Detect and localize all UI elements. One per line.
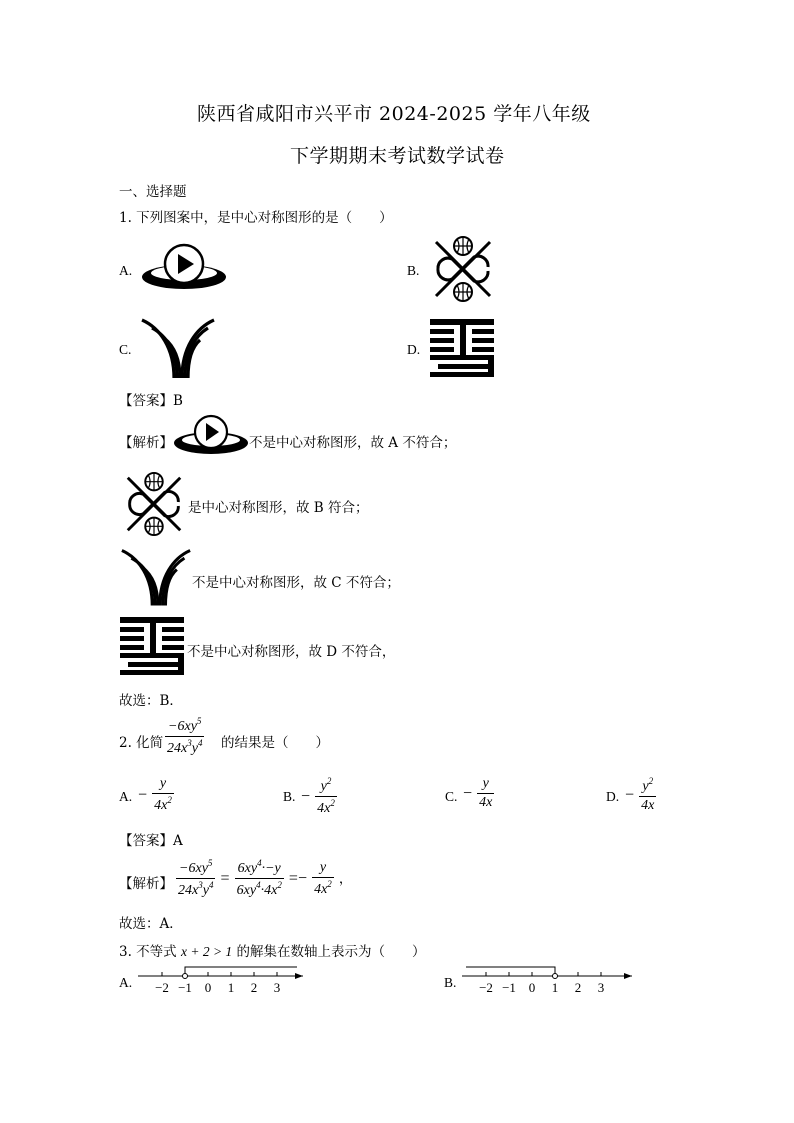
number-line-tick-label: −2 (155, 980, 169, 995)
number-line-arrow (295, 973, 303, 979)
q1-answer: 【答案】B (119, 393, 183, 409)
number-line-tick-label: 0 (528, 980, 536, 995)
q2-option-c-label: C. (445, 789, 458, 804)
number-line-tick-label: 2 (574, 980, 582, 995)
solution-ray (466, 967, 555, 976)
open-point (553, 974, 558, 979)
number-line-tick-label: 1 (551, 980, 559, 995)
solution-ray (185, 967, 297, 976)
q3-option-a-label: A. (119, 975, 133, 990)
title-line-2: 下学期期末考试数学试卷 (290, 145, 505, 167)
basketball-knot-icon (120, 469, 188, 539)
q2-option-d-label: D. (606, 789, 620, 804)
number-line-tick-label: −2 (479, 980, 493, 995)
q2-conclusion: 故选：A． (119, 916, 183, 932)
open-point (183, 974, 188, 979)
number-line-b (462, 962, 637, 998)
fountain-arcs-icon (140, 318, 216, 380)
q2-option-b-label: B. (283, 789, 296, 804)
basketball-knot-icon (428, 234, 498, 304)
number-line-tick-label: −1 (502, 980, 516, 995)
q1-analysis-c: 不是中心对称图形，故 C 不符合； (192, 575, 400, 591)
q1-analysis-b: 是中心对称图形，故 B 符合； (188, 500, 369, 516)
number-line-arrow (624, 973, 632, 979)
q3-option-b-label: B. (444, 975, 457, 990)
q2-option-b-expr: − $\frac{y^2}{4x^2}$ (301, 776, 335, 816)
q2-stem-suffix: 的结果是（ ） (221, 735, 329, 751)
q1-analysis-d: 不是中心对称图形，故 D 不符合， (187, 644, 396, 660)
q2-expression: $\frac{-6xy^5}{24x^3y^4}$ (167, 716, 203, 756)
play-button-icon (173, 413, 251, 459)
q2-option-c-expr: − $\frac{y}{4x}$ (463, 776, 493, 810)
q1-option-c-label: C. (119, 342, 132, 357)
fountain-arcs-icon (120, 548, 192, 608)
q2-option-a-label: A. (119, 789, 133, 804)
q1-analysis-a: 不是中心对称图形，故 A 不符合； (249, 435, 457, 451)
number-line-tick-label: 0 (204, 980, 212, 995)
q1-option-d-label: D. (407, 342, 421, 357)
q2-option-d-expr: − $\frac{y^2}{4x}$ (625, 776, 655, 813)
q1-analysis-label: 【解析】 (119, 435, 173, 451)
q2-analysis-steps: $\frac{-6xy^5}{24x^3y^4}$ = $\frac{6xy^4\cdot-y}{6xy^4\cdot 4x^2}$ =− $\frac{y}{4x^2}$ ， (178, 858, 353, 898)
q1-stem: 1. 下列图案中，是中心对称图形的是（ ） (119, 210, 393, 226)
section-heading: 一、选择题 (119, 184, 187, 200)
number-line-tick-label: 3 (273, 980, 281, 995)
q2-option-a-expr: − $\frac{y}{4x^2}$ (138, 776, 172, 813)
q2-answer: 【答案】A (119, 833, 183, 849)
q2-stem-prefix: 2. 化简 (119, 735, 164, 751)
number-line-a (138, 962, 308, 998)
number-line-tick-label: −1 (178, 980, 192, 995)
glyph-pattern-icon (120, 617, 186, 677)
title-line-1: 陕西省咸阳市兴平市 2024-2025 学年八年级 (197, 103, 591, 125)
number-line-tick-label: 2 (250, 980, 258, 995)
q1-conclusion: 故选：B． (119, 693, 183, 709)
q1-option-b-label: B. (407, 263, 420, 278)
q3-stem: 3. 不等式 x + 2 > 1 的解集在数轴上表示为（ ） (119, 944, 426, 960)
number-line-tick-label: 3 (597, 980, 605, 995)
number-line-tick-label: 1 (227, 980, 235, 995)
q1-option-a-label: A. (119, 263, 133, 278)
q2-analysis-label: 【解析】 (119, 876, 173, 892)
glyph-pattern-icon (430, 319, 496, 379)
play-button-icon (140, 242, 230, 297)
